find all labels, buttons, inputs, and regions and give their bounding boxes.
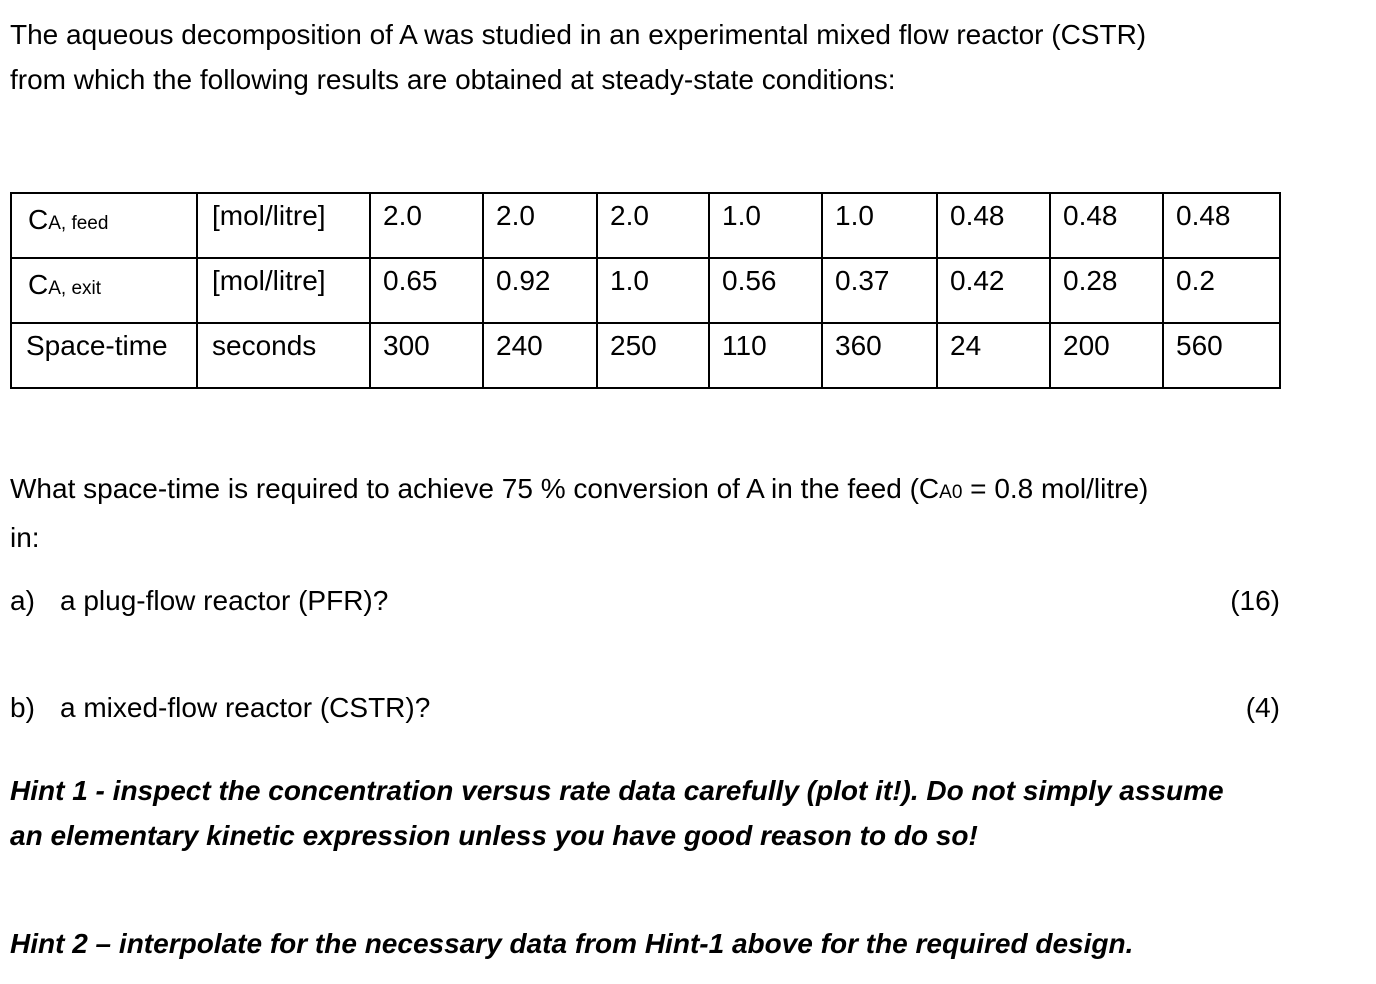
item-text: a plug-flow reactor (PFR)?	[60, 585, 389, 616]
table-cell: 0.48	[1163, 193, 1280, 258]
question-line-2: in:	[10, 522, 40, 553]
question-paragraph	[10, 466, 1148, 560]
table-cell: 0.92	[483, 258, 597, 323]
table-cell: 360	[822, 323, 937, 388]
table-row-ca-feed	[11, 193, 1280, 258]
table-row-space-time	[11, 323, 1280, 388]
table-cell: 2.0	[370, 193, 483, 258]
question-item-a	[10, 581, 388, 621]
item-letter: b)	[10, 692, 35, 723]
table-cell: 300	[370, 323, 483, 388]
row-unit: [mol/litre]	[197, 258, 370, 323]
table-cell: 1.0	[597, 258, 709, 323]
hint-2: Hint 2 – interpolate for the necessary data from Hint-1 above for the required design.	[10, 928, 1134, 959]
table-cell: 0.48	[937, 193, 1050, 258]
row-label: Space-time	[11, 323, 197, 388]
table-cell: 110	[709, 323, 822, 388]
table-cell: 24	[937, 323, 1050, 388]
table-cell: 250	[597, 323, 709, 388]
table-cell: 0.28	[1050, 258, 1163, 323]
question-line-1: What space-time is required to achieve 75 % conversion of A in the feed (CA0 = 0.8 mol/litre)	[10, 473, 1149, 504]
hint-1	[10, 768, 1224, 858]
question-item-b	[10, 688, 430, 728]
row-label: CA, exit	[11, 258, 197, 323]
table-cell: 0.37	[822, 258, 937, 323]
table-cell: 0.56	[709, 258, 822, 323]
hint-1-line-1: Hint 1 - inspect the concentration versus rate data carefully (plot it!). Do not simply assume	[10, 775, 1224, 806]
table-row-ca-exit	[11, 258, 1280, 323]
results-table	[10, 192, 1281, 389]
table-cell: 240	[483, 323, 597, 388]
row-label: CA, feed	[11, 193, 197, 258]
table-cell: 0.42	[937, 258, 1050, 323]
intro-line-2: from which the following results are obtained at steady-state conditions:	[10, 64, 896, 95]
row-unit: [mol/litre]	[197, 193, 370, 258]
table-cell: 200	[1050, 323, 1163, 388]
table-cell: 1.0	[822, 193, 937, 258]
table-cell: 2.0	[597, 193, 709, 258]
intro-line-1: The aqueous decomposition of A was studied in an experimental mixed flow reactor (CSTR)	[10, 19, 1147, 50]
item-letter: a)	[10, 585, 35, 616]
table-cell: 0.48	[1050, 193, 1163, 258]
table-cell: 0.2	[1163, 258, 1280, 323]
table-cell: 560	[1163, 323, 1280, 388]
table-cell: 0.65	[370, 258, 483, 323]
item-marks-b: (4)	[1245, 692, 1280, 723]
row-unit: seconds	[197, 323, 370, 388]
item-marks-a: (16)	[1230, 585, 1280, 616]
table-cell: 2.0	[483, 193, 597, 258]
table-cell: 1.0	[709, 193, 822, 258]
intro-paragraph	[10, 12, 1146, 102]
item-text: a mixed-flow reactor (CSTR)?	[60, 692, 431, 723]
hint-1-line-2: an elementary kinetic expression unless you have good reason to do so!	[10, 820, 978, 851]
